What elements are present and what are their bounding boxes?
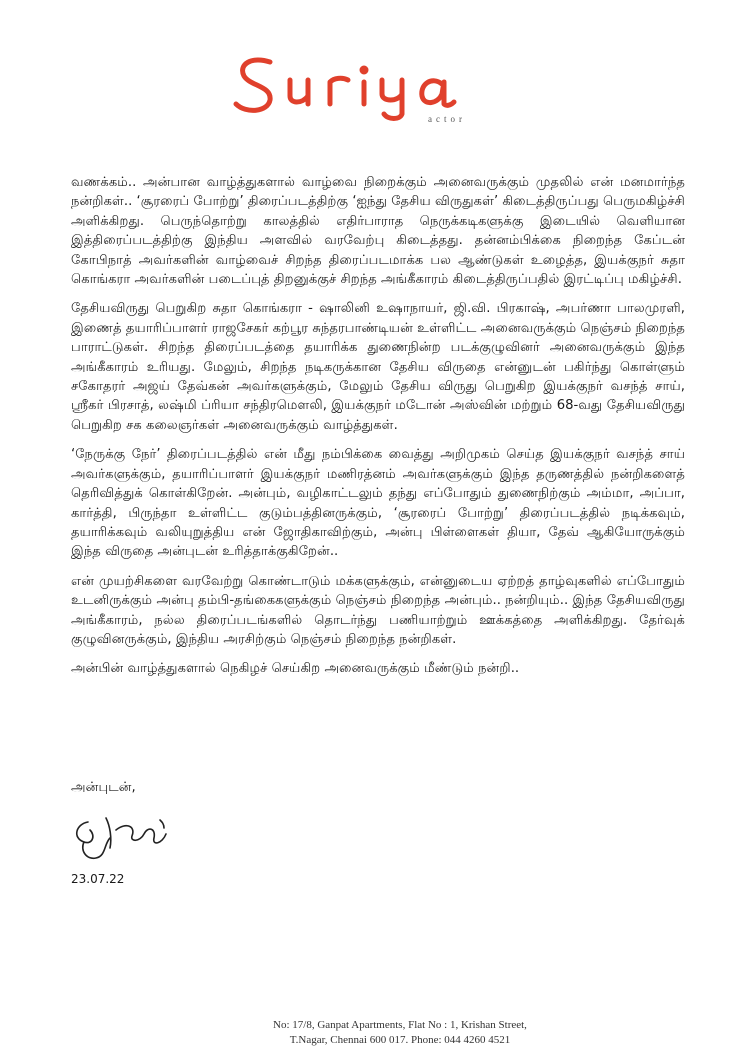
signature-icon bbox=[66, 808, 176, 868]
paragraph-5: அன்பின் வாழ்த்துகளால் நெகிழச் செய்கிற அனைவருக்கும் மீண்டும் நன்றி.. bbox=[71, 661, 520, 677]
paragraph-1: வணக்கம்.. அன்பான வாழ்த்துகளால் வாழ்வை நிறைக்கும் அனைவருக்கும் முதலில் என் மனமார்ந்த நன்றிகள்.. ‘சூரரைப் போற்று’ திரைப்படத்திற்கு ‘ஐந்து தேசிய விருதுகள்’ கிடைத்திருப்பது பெருமகிழ்ச்சி அளிக்கிறது. பெருந்தொற்று காலத்தில் எதிர்பாராத நெருக்கடிகளுக்கு இடையில் வெளியான இத்திரைப்படத்திற்கு இந்திய அளவில் வரவேற்பு கிடைத்தது. தன்னம்பிக்கை நிறைந்த கேப்டன் கோபிநாத் அவர்களின் வாழ்வைச் சிறந்த திரைப்படமாக்க பல ஆண்டுகள் உழைத்த, இயக்குநர் சுதா கொங்கரா அவர்களின் படைப்புத் திறனுக்குச் சிறந்த அங்கீகாரம் கிடைத்திருப்பதில் இரட்டிப்பு மகிழ்ச்சி. bbox=[71, 175, 685, 288]
paragraph-3: ‘நேருக்கு நேர்’ திரைப்படத்தில் என் மீது நம்பிக்கை வைத்து அறிமுகம் செய்த இயக்குநர் வசந்த் சாய் அவர்களுக்கும், தயாரிப்பாளர் இயக்குநர் மணிரத்னம் அவர்களுக்கும் இந்த தருணத்தில் நன்றிகளைத் தெரிவித்துக் கொள்கிறேன். அன்பும், வழிகாட்டலும் தந்து எப்போதும் துணைநிற்கும் அம்மா, அப்பா, கார்த்தி, பிருந்தா உள்ளிட்ட குடும்பத்தினருக்கும், ‘சூரரைப் போற்று’ திரைப்படத்தில் நடிக்கவும், தயாரிக்கவும் வலியுறுத்திய என் ஜோதிகாவிற்கும், அன்பு பிள்ளைகள் தியா, தேவ் ஆகியோருக்கும் இந்த விருதை அன்புடன் உரித்தாக்குகிறேன்.. bbox=[71, 447, 685, 560]
footer-address bbox=[200, 1018, 600, 1048]
closing-salutation: அன்புடன், bbox=[71, 780, 136, 795]
letterhead-subtitle: actor bbox=[428, 114, 466, 124]
letterhead-logo bbox=[232, 52, 512, 132]
paragraph-2: தேசியவிருது பெறுகிற சுதா கொங்கரா - ஷாலினி உஷாநாயர், ஜி.வி. பிரகாஷ், அபர்ணா பாலமுரளி, இணைத் தயாரிப்பாளர் ராஜசேகர் கற்பூர சுந்தரபாண்டியன் உள்ளிட்ட அனைவருக்கும் நெஞ்சம் நிறைந்த பாராட்டுகள். சிறந்த திரைப்படத்தை தயாரிக்க துணைநின்ற படக்குழுவினர் அனைவருக்கும் இந்த அங்கீகாரம் உரியது. மேலும், சிறந்த நடிகருக்கான தேசிய விருதை என்னுடன் பகிர்ந்து கொள்ளும் சகோதரர் அஜய் தேவ்கன் அவர்களுக்கும், மேலும் தேசிய விருது பெறுகிற இயக்குநர் வசந்த் சாய், ஸ்ரீகர் பிரசாத், லஷ்மி ப்ரியா சந்திரமௌலி, இயக்குநர் மடோன் அஸ்வின் மற்றும் 68-வது தேசியவிருது பெறுகிற சக கலைஞர்கள் அனைவருக்கும் வாழ்த்துகள். bbox=[71, 301, 685, 433]
footer-address-line-2: T.Nagar, Chennai 600 017. Phone: 044 4260 4521 bbox=[289, 1034, 511, 1046]
letter-date: 23.07.22 bbox=[71, 872, 125, 886]
letter-body bbox=[71, 173, 685, 689]
paragraph-4: என் முயற்சிகளை வரவேற்று கொண்டாடும் மக்களுக்கும், என்னுடைய ஏற்றத் தாழ்வுகளில் எப்போதும் உடனிருக்கும் அன்பு தம்பி-தங்கைகளுக்கும் நெஞ்சம் நிறைந்த அன்பும்.. நன்றியும்.. இந்த தேசியவிருது அங்கீகாரம், நல்ல திரைப்படங்களில் தொடர்ந்து பணியாற்றும் ஊக்கத்தை அளிக்கிறது. தேர்வுக் குழுவினருக்கும், இந்திய அரசிற்கும் நெஞ்சம் நிறைந்த நன்றிகள். bbox=[71, 573, 685, 647]
suriya-logo-icon bbox=[232, 52, 512, 122]
footer-address-line-1: No: 17/8, Ganpat Apartments, Flat No : 1, Krishan Street, bbox=[273, 1019, 527, 1031]
